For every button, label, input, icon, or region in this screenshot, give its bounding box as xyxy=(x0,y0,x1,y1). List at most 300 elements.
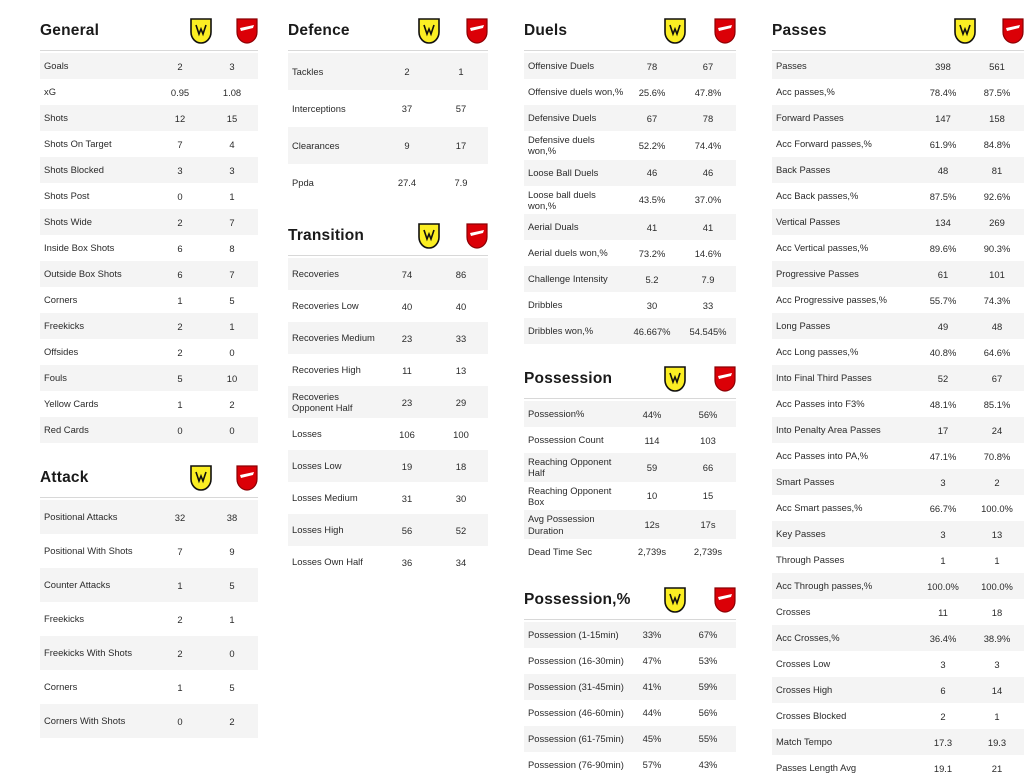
table-row xyxy=(40,500,258,534)
table-row xyxy=(772,287,1024,313)
home-value: 1 xyxy=(177,294,183,306)
home-value: 78 xyxy=(646,60,658,72)
watford-crest-icon xyxy=(190,18,212,44)
row-label: Losses Medium xyxy=(292,492,358,504)
home-value: 46 xyxy=(646,167,658,179)
home-value: 6 xyxy=(177,242,183,254)
away-value: 0 xyxy=(229,647,235,659)
away-value: 46 xyxy=(702,167,714,179)
row-label: Acc Vertical passes,% xyxy=(776,242,869,254)
section-title: Possession xyxy=(524,370,613,388)
section-header xyxy=(288,18,488,51)
row-label: Red Cards xyxy=(44,424,89,436)
table-row xyxy=(524,105,736,131)
row-label: Acc passes,% xyxy=(776,86,835,98)
table-row xyxy=(40,79,258,105)
away-value: 48 xyxy=(991,320,1003,332)
home-value: 23 xyxy=(401,332,413,344)
table-row xyxy=(524,292,736,318)
home-value: 37 xyxy=(401,103,413,114)
table-row xyxy=(524,214,736,240)
home-value: 2 xyxy=(177,647,183,659)
row-label: Shots xyxy=(44,112,68,124)
away-value: 18 xyxy=(455,460,467,472)
row-label: Acc Passes into F3% xyxy=(776,398,865,410)
row-label: xG xyxy=(44,86,56,98)
row-label: Ppda xyxy=(292,176,314,188)
watford-crest-icon xyxy=(664,587,686,613)
table-row xyxy=(772,729,1024,755)
row-label: Possession (76-90min) xyxy=(528,759,624,771)
row-label: Loose Ball Duels xyxy=(528,166,599,178)
away-value: 84.8% xyxy=(983,138,1011,150)
row-label: Crosses Blocked xyxy=(776,710,847,722)
table-row xyxy=(40,131,258,157)
away-value: 3 xyxy=(229,60,235,72)
home-value: 3 xyxy=(177,164,183,176)
away-value: 19.3 xyxy=(987,736,1007,748)
row-label: Acc Crosses,% xyxy=(776,632,840,644)
row-label: Corners With Shots xyxy=(44,715,126,727)
away-value: 86 xyxy=(455,268,467,280)
row-label: Shots On Target xyxy=(44,138,112,150)
row-label: Defensive Duels xyxy=(528,112,597,124)
table-row xyxy=(40,391,258,417)
away-value: 0 xyxy=(229,346,235,358)
table-row xyxy=(772,391,1024,417)
away-value: 10 xyxy=(226,372,238,384)
row-label: Passes xyxy=(776,60,807,72)
home-value: 5.2 xyxy=(645,273,659,285)
home-value: 31 xyxy=(401,492,413,504)
row-label: Offsides xyxy=(44,346,79,358)
away-value: 37.0% xyxy=(694,194,722,206)
home-value: 2 xyxy=(404,66,410,77)
row-label: Challenge Intensity xyxy=(528,273,608,285)
row-label: Acc Smart passes,% xyxy=(776,502,863,514)
row-label: Reaching Opponent Box xyxy=(528,484,612,507)
section-header xyxy=(40,18,258,51)
watford-crest-icon xyxy=(190,465,212,491)
table-row xyxy=(772,443,1024,469)
home-value: 9 xyxy=(404,140,410,151)
table-row xyxy=(288,290,488,322)
home-value: 0 xyxy=(177,715,183,727)
table-row xyxy=(772,703,1024,729)
away-value: 17 xyxy=(455,140,467,151)
away-value: 7.9 xyxy=(701,273,715,285)
home-value: 27.4 xyxy=(397,177,417,188)
row-label: Aerial duels won,% xyxy=(528,247,608,259)
away-value: 59% xyxy=(698,681,718,693)
home-value: 44% xyxy=(642,408,662,420)
away-value: 2 xyxy=(229,715,235,727)
rows xyxy=(772,53,1024,781)
home-value: 3 xyxy=(940,658,946,670)
table-row xyxy=(40,670,258,704)
table-row xyxy=(288,127,488,164)
away-value: 29 xyxy=(455,396,467,408)
row-label: Shots Blocked xyxy=(44,164,104,176)
home-value: 2 xyxy=(177,216,183,228)
table-row xyxy=(40,636,258,670)
table-row xyxy=(772,599,1024,625)
row-label: Outside Box Shots xyxy=(44,268,122,280)
home-value: 73.2% xyxy=(638,247,666,259)
watford-crest-icon xyxy=(954,18,976,44)
away-value: 52 xyxy=(455,524,467,536)
home-value: 19.1 xyxy=(933,762,953,774)
rows xyxy=(288,53,488,201)
rows xyxy=(524,622,736,778)
row-label: Forward Passes xyxy=(776,112,844,124)
row-label: Acc Passes into PA,% xyxy=(776,450,869,462)
row-label: Recoveries Medium xyxy=(292,332,375,344)
home-value: 2 xyxy=(177,320,183,332)
away-value: 17s xyxy=(700,519,716,531)
row-label: Interceptions xyxy=(292,102,346,114)
row-label: Crosses xyxy=(776,606,811,618)
row-label: Acc Through passes,% xyxy=(776,580,873,592)
table-row xyxy=(772,469,1024,495)
row-label: Inside Box Shots xyxy=(44,242,115,254)
table-row xyxy=(524,266,736,292)
away-value: 5 xyxy=(229,681,235,693)
row-label: Dribbles xyxy=(528,299,563,311)
row-label: Recoveries High xyxy=(292,364,361,376)
home-value: 398 xyxy=(935,60,951,72)
home-value: 47.1% xyxy=(929,450,957,462)
row-label: Offensive duels won,% xyxy=(528,86,624,98)
home-value: 1 xyxy=(940,554,946,566)
row-label: Progressive Passes xyxy=(776,268,859,280)
table-row xyxy=(524,510,736,539)
table-row xyxy=(772,521,1024,547)
table-row xyxy=(772,105,1024,131)
away-value: 7 xyxy=(229,268,235,280)
column-1 xyxy=(0,18,258,727)
table-row xyxy=(772,495,1024,521)
row-label: Dead Time Sec xyxy=(528,546,593,558)
home-value: 48 xyxy=(937,164,949,176)
home-value: 49 xyxy=(937,320,949,332)
table-row xyxy=(288,546,488,578)
table-row xyxy=(772,235,1024,261)
watford-crest-icon xyxy=(664,366,686,392)
home-value: 41% xyxy=(642,681,662,693)
away-value: 24 xyxy=(991,424,1003,436)
home-value: 1 xyxy=(177,681,183,693)
arsenal-crest-icon xyxy=(714,587,736,613)
section-header xyxy=(524,18,736,51)
away-value: 8 xyxy=(229,242,235,254)
table-row xyxy=(524,453,736,482)
row-label: Match Tempo xyxy=(776,736,833,748)
row-label: Avg Possession Duration xyxy=(528,513,595,536)
table-row xyxy=(524,482,736,511)
table-row xyxy=(524,539,736,565)
table-row xyxy=(40,235,258,261)
row-label: Acc Forward passes,% xyxy=(776,138,872,150)
away-value: 92.6% xyxy=(983,190,1011,202)
away-value: 90.3% xyxy=(983,242,1011,254)
row-label: Loose ball duels won,% xyxy=(528,188,596,211)
table-row xyxy=(524,622,736,648)
row-label: Losses High xyxy=(292,524,344,536)
home-value: 7 xyxy=(177,545,183,557)
home-value: 19 xyxy=(401,460,413,472)
table-row xyxy=(772,313,1024,339)
away-value: 4 xyxy=(229,138,235,150)
table-row xyxy=(772,365,1024,391)
away-value: 1 xyxy=(229,190,235,202)
row-label: Reaching Opponent Half xyxy=(528,456,612,479)
row-label: Freekicks With Shots xyxy=(44,647,133,659)
row-label: Smart Passes xyxy=(776,476,835,488)
table-row xyxy=(772,339,1024,365)
home-value: 61.9% xyxy=(929,138,957,150)
table-row xyxy=(772,677,1024,703)
table-row xyxy=(40,704,258,738)
away-value: 40 xyxy=(455,300,467,312)
table-row xyxy=(40,568,258,602)
row-label: Through Passes xyxy=(776,554,845,566)
row-label: Positional With Shots xyxy=(44,545,133,557)
home-value: 59 xyxy=(646,461,658,473)
table-row xyxy=(524,648,736,674)
away-value: 38.9% xyxy=(983,632,1011,644)
section-title: Attack xyxy=(40,469,89,486)
section-transition xyxy=(288,223,488,578)
section-title: Transition xyxy=(288,227,365,244)
home-value: 5 xyxy=(177,372,183,384)
away-value: 87.5% xyxy=(983,86,1011,98)
row-label: Shots Wide xyxy=(44,216,92,228)
home-value: 6 xyxy=(940,684,946,696)
table-row xyxy=(524,427,736,453)
away-value: 7.9 xyxy=(454,177,468,188)
home-value: 43.5% xyxy=(638,194,666,206)
arsenal-crest-icon xyxy=(1002,18,1024,44)
arsenal-crest-icon xyxy=(714,366,736,392)
row-label: Possession (46-60min) xyxy=(528,707,624,719)
home-value: 89.6% xyxy=(929,242,957,254)
away-value: 67% xyxy=(698,629,718,641)
home-value: 106 xyxy=(399,428,415,440)
home-value: 0 xyxy=(177,190,183,202)
home-value: 12 xyxy=(174,112,186,124)
section-header xyxy=(524,366,736,399)
table-row xyxy=(40,183,258,209)
home-value: 12s xyxy=(644,519,660,531)
rows xyxy=(524,53,736,344)
column-3 xyxy=(488,18,736,771)
table-row xyxy=(288,418,488,450)
row-label: Possession Count xyxy=(528,434,604,446)
home-value: 32 xyxy=(174,511,186,523)
row-label: Acc Long passes,% xyxy=(776,346,859,358)
table-row xyxy=(524,318,736,344)
away-value: 74.3% xyxy=(983,294,1011,306)
away-value: 7 xyxy=(229,216,235,228)
section-header xyxy=(524,587,736,620)
section-defence xyxy=(288,18,488,201)
row-label: Losses Own Half xyxy=(292,556,363,568)
away-value: 14 xyxy=(991,684,1003,696)
row-label: Aerial Duals xyxy=(528,221,579,233)
home-value: 44% xyxy=(642,707,662,719)
home-value: 40 xyxy=(401,300,413,312)
away-value: 100.0% xyxy=(981,502,1013,514)
away-value: 33 xyxy=(702,299,714,311)
away-value: 81 xyxy=(991,164,1003,176)
table-row xyxy=(288,258,488,290)
table-row xyxy=(772,53,1024,79)
row-label: Back Passes xyxy=(776,164,831,176)
table-row xyxy=(288,482,488,514)
row-label: Goals xyxy=(44,60,69,72)
table-row xyxy=(40,339,258,365)
home-value: 1 xyxy=(177,398,183,410)
section-possession xyxy=(524,366,736,565)
away-value: 15 xyxy=(702,490,714,502)
table-row xyxy=(288,354,488,386)
away-value: 101 xyxy=(989,268,1005,280)
row-label: Counter Attacks xyxy=(44,579,111,591)
away-value: 1 xyxy=(229,320,235,332)
table-row xyxy=(772,573,1024,599)
rows xyxy=(40,53,258,443)
row-label: Freekicks xyxy=(44,613,85,625)
away-value: 100.0% xyxy=(981,580,1013,592)
away-value: 74.4% xyxy=(694,139,722,151)
away-value: 47.8% xyxy=(694,86,722,98)
section-title: Defence xyxy=(288,22,350,39)
row-label: Recoveries Opponent Half xyxy=(292,390,353,413)
home-value: 2 xyxy=(177,613,183,625)
away-value: 2 xyxy=(229,398,235,410)
home-value: 55.7% xyxy=(929,294,957,306)
away-value: 9 xyxy=(229,545,235,557)
away-value: 18 xyxy=(991,606,1003,618)
home-value: 48.1% xyxy=(929,398,957,410)
home-value: 11 xyxy=(402,364,412,376)
away-value: 561 xyxy=(989,60,1005,72)
arsenal-crest-icon xyxy=(236,18,258,44)
table-row xyxy=(772,755,1024,781)
away-value: 1 xyxy=(458,66,464,77)
table-row xyxy=(40,417,258,443)
home-value: 61 xyxy=(937,268,949,280)
watford-crest-icon xyxy=(418,223,440,249)
away-value: 34 xyxy=(455,556,467,568)
home-value: 3 xyxy=(940,528,946,540)
arsenal-crest-icon xyxy=(466,18,488,44)
section-title: General xyxy=(40,22,100,39)
away-value: 67 xyxy=(702,60,714,72)
row-label: Clearances xyxy=(292,139,340,151)
section-title: Duels xyxy=(524,22,568,39)
away-value: 85.1% xyxy=(983,398,1011,410)
row-label: Possession (61-75min) xyxy=(528,733,624,745)
home-value: 45% xyxy=(642,733,662,745)
home-value: 41 xyxy=(646,221,658,233)
row-label: Possession (16-30min) xyxy=(528,655,624,667)
home-value: 40.8% xyxy=(929,346,957,358)
row-label: Into Penalty Area Passes xyxy=(776,424,881,436)
away-value: 1 xyxy=(994,554,1000,566)
table-row xyxy=(288,514,488,546)
home-value: 3 xyxy=(940,476,946,488)
table-row xyxy=(772,547,1024,573)
home-value: 66.7% xyxy=(929,502,957,514)
table-row xyxy=(288,322,488,354)
table-row xyxy=(40,534,258,568)
away-value: 13 xyxy=(455,364,467,376)
section-possession-percent xyxy=(524,587,736,778)
row-label: Into Final Third Passes xyxy=(776,372,872,384)
away-value: 3 xyxy=(229,164,235,176)
table-row xyxy=(772,625,1024,651)
table-row xyxy=(40,157,258,183)
row-label: Defensive duels won,% xyxy=(528,134,595,157)
watford-crest-icon xyxy=(418,18,440,44)
away-value: 56% xyxy=(698,707,718,719)
away-value: 70.8% xyxy=(983,450,1011,462)
table-row xyxy=(40,602,258,636)
away-value: 1.08 xyxy=(222,86,242,98)
row-label: Recoveries xyxy=(292,268,339,280)
rows xyxy=(524,401,736,565)
away-value: 0 xyxy=(229,424,235,436)
row-label: Key Passes xyxy=(776,528,826,540)
row-label: Losses Low xyxy=(292,460,342,472)
away-value: 2,739s xyxy=(693,546,723,558)
row-label: Crosses High xyxy=(776,684,833,696)
rows xyxy=(288,258,488,578)
away-value: 66 xyxy=(702,461,714,473)
away-value: 56% xyxy=(698,408,718,420)
away-value: 5 xyxy=(229,294,235,306)
section-duels xyxy=(524,18,736,344)
home-value: 52 xyxy=(937,372,949,384)
home-value: 100.0% xyxy=(927,580,959,592)
table-row xyxy=(288,90,488,127)
home-value: 17.3 xyxy=(933,736,953,748)
home-value: 1 xyxy=(177,579,183,591)
table-row xyxy=(40,261,258,287)
home-value: 30 xyxy=(646,299,658,311)
away-value: 1 xyxy=(994,710,1000,722)
table-row xyxy=(524,700,736,726)
home-value: 147 xyxy=(935,112,951,124)
away-value: 55% xyxy=(698,733,718,745)
away-value: 38 xyxy=(226,511,238,523)
table-row xyxy=(772,79,1024,105)
away-value: 5 xyxy=(229,579,235,591)
row-label: Acc Back passes,% xyxy=(776,190,859,202)
row-label: Positional Attacks xyxy=(44,511,118,523)
away-value: 64.6% xyxy=(983,346,1011,358)
home-value: 2,739s xyxy=(637,546,667,558)
home-value: 23 xyxy=(401,396,413,408)
row-label: Crosses Low xyxy=(776,658,831,670)
table-row xyxy=(524,131,736,160)
arsenal-crest-icon xyxy=(236,465,258,491)
home-value: 52.2% xyxy=(638,139,666,151)
row-label: Long Passes xyxy=(776,320,831,332)
table-row xyxy=(40,209,258,235)
